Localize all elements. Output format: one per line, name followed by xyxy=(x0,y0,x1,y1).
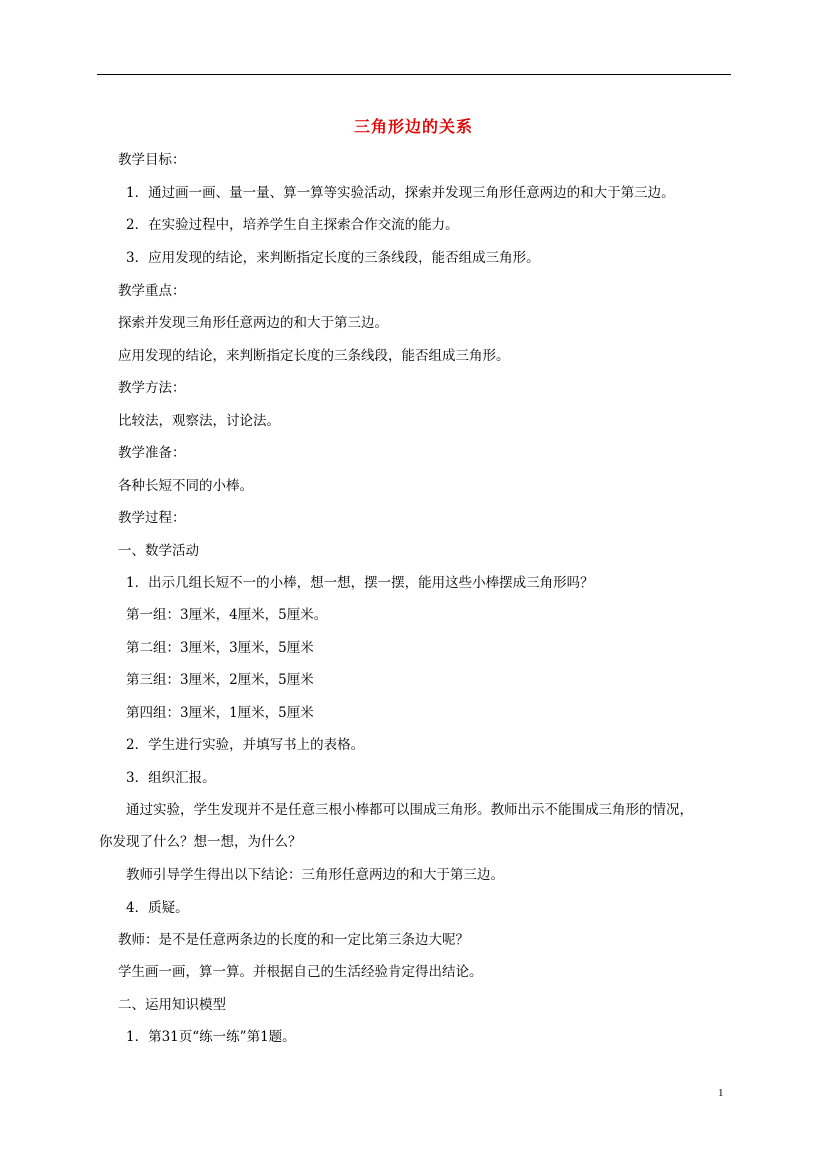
text-line: 教师：是不是任意两条边的长度的和一定比第三条边大呢？ xyxy=(118,932,469,948)
text-line: 教学过程： xyxy=(118,510,186,526)
text-line: 第三组：3厘米，2厘米，5厘米 xyxy=(126,672,314,688)
text-line: 教师引导学生得出以下结论：三角形任意两边的和大于第三边。 xyxy=(126,867,504,883)
text-line: 教学目标： xyxy=(118,152,186,168)
text-line: 2．在实验过程中，培养学生自主探索合作交流的能力。 xyxy=(126,217,459,233)
text-line: 通过实验，学生发现并不是任意三根小棒都可以围成三角形。教师出示不能围成三角形的情况， xyxy=(126,802,693,818)
text-line: 1．第31页“练一练”第1题。 xyxy=(126,1029,296,1045)
text-line: 第二组：3厘米，3厘米，5厘米 xyxy=(126,640,314,656)
text-line: 第四组：3厘米，1厘米，5厘米 xyxy=(126,705,314,721)
text-line: 1．出示几组长短不一的小棒，想一想，摆一摆，能用这些小棒摆成三角形吗？ xyxy=(126,575,594,591)
page-number: 1 xyxy=(718,1087,724,1099)
text-line: 教学准备： xyxy=(118,445,186,461)
text-line: 3．组织汇报。 xyxy=(126,770,216,786)
header-rule xyxy=(97,74,731,75)
text-line: 二、运用知识模型 xyxy=(118,997,226,1013)
text-line: 探索并发现三角形任意两边的和大于第三边。 xyxy=(118,315,388,331)
text-line: 各种长短不同的小棒。 xyxy=(118,478,253,494)
text-line: 教学方法： xyxy=(118,380,186,396)
document-title: 三角形边的关系 xyxy=(353,117,473,136)
text-line: 2．学生进行实验，并填写书上的表格。 xyxy=(126,737,365,753)
text-line: 1．通过画一画、量一量、算一算等实验活动，探索并发现三角形任意两边的和大于第三边。 xyxy=(126,185,675,201)
text-line: 学生画一画，算一算。并根据自己的生活经验肯定得出结论。 xyxy=(118,964,483,980)
text-line: 你发现了什么？想一想，为什么？ xyxy=(99,834,302,850)
text-line: 一、数学活动 xyxy=(118,543,199,559)
text-line: 应用发现的结论，来判断指定长度的三条线段，能否组成三角形。 xyxy=(118,348,510,364)
text-line: 第一组：3厘米，4厘米，5厘米。 xyxy=(126,607,328,623)
text-line: 教学重点： xyxy=(118,283,186,299)
text-line: 比较法，观察法，讨论法。 xyxy=(118,413,280,429)
text-line: 4．质疑。 xyxy=(126,900,189,916)
text-line: 3．应用发现的结论，来判断指定长度的三条线段，能否组成三角形。 xyxy=(126,250,540,266)
